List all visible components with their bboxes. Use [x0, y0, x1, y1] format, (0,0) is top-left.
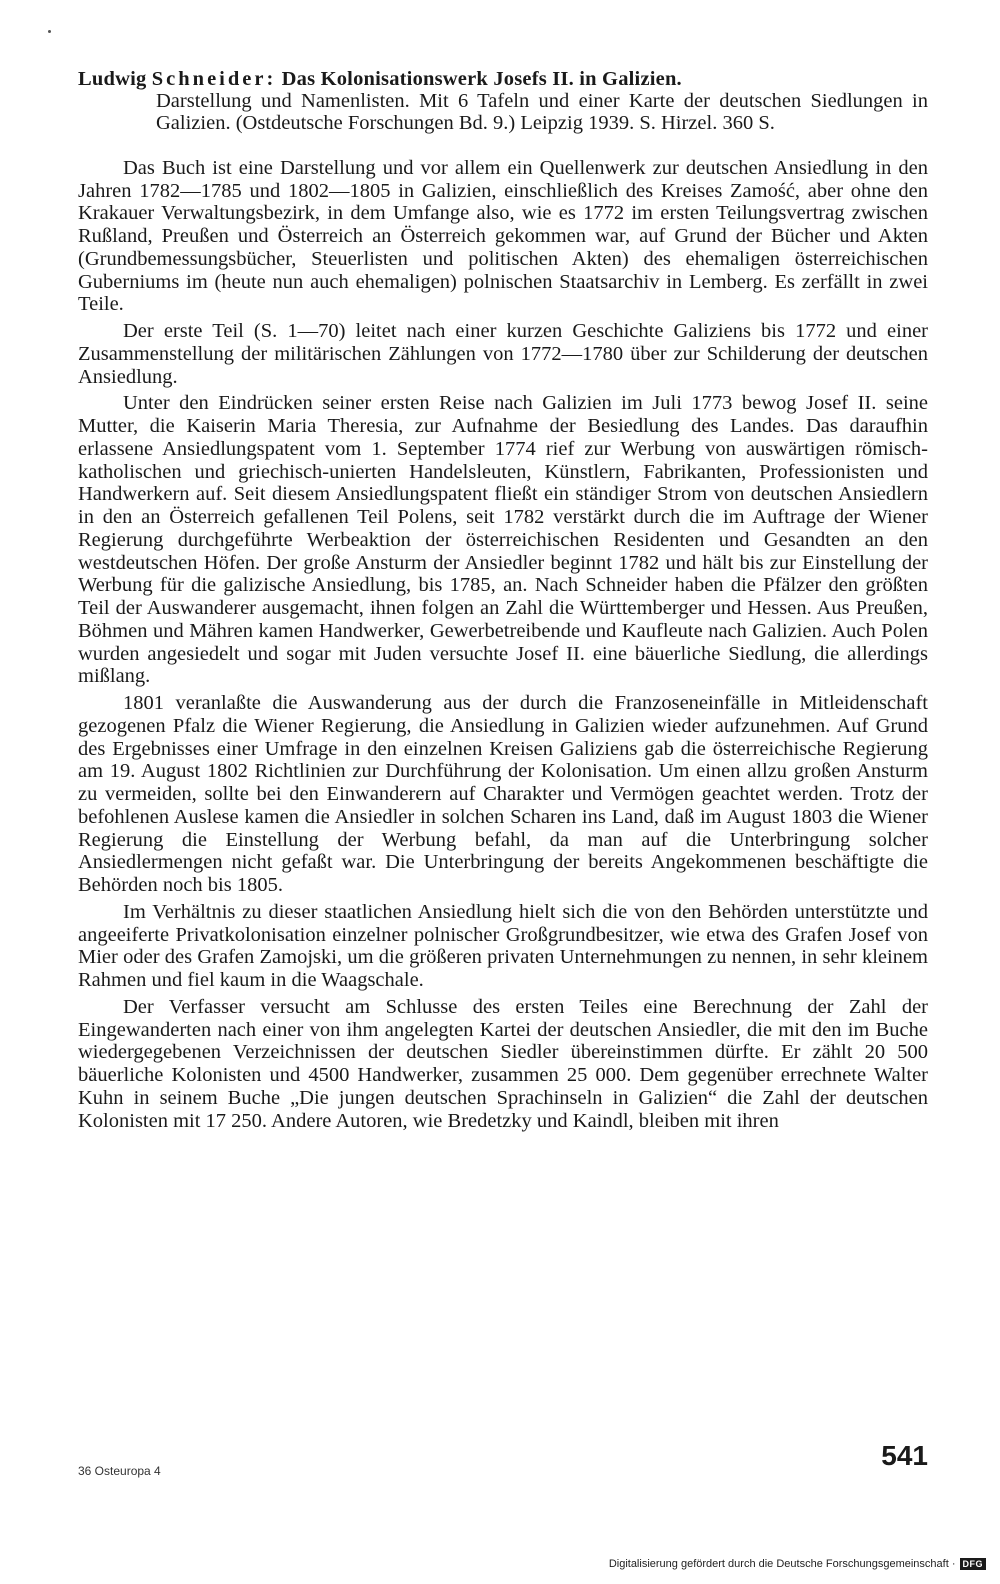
signature-mark: 36 Osteuropa 4 [78, 1464, 161, 1478]
book-details: Darstellung und Namenlisten. Mit 6 Tafeln und einer Karte der deutschen Siedlungen in Galizien. (Ostdeutsche Forschungen Bd. 9.) Leipzig 1939. S. Hirzel. 360 S. [156, 90, 928, 135]
paragraph-5: Im Verhältnis zu dieser staatlichen Ansiedlung hielt sich die von den Behörden unterstützte und angeeiferte Privatkolonisation einzelner polnischer Großgrundbesitzer, wie etwa des Grafen Josef von Mier oder des Grafen Zamojski, um die größeren privaten Unternehmungen zu nennen, in sehr kleinem Rahmen und fiel kaum in die Waagschale. [78, 900, 928, 992]
page-content [78, 68, 928, 1136]
author-last-name: Schneider: [151, 68, 277, 90]
digitization-credit [609, 1558, 986, 1570]
paragraph-4: 1801 veranlaßte die Auswanderung aus der durch die Franzoseneinfälle in Mitleidenschaft gezogenen Pfalz die Wiener Regierung, die Ansiedlung in Galizien wieder aufzunehmen. Auf Grund des Ergebnisses einer Umfrage in den einzelnen Kreisen Galiziens gab die österreichische Regierung am 19. August 1802 Richtlinien zur Durchführung der Kolonisation. Um einen allzu großen Ansturm zu vermeiden, sollte bei den Einwanderern auf Charakter und Vermögen geachtet werden. Trotz der befohlenen Auslese kamen die Ansiedler in solchen Scharen ins Land, daß im August 1803 die Wiener Regierung die Einstellung der Werbung befahl, da man auf die Unterbringung solcher Ansiedlermengen nicht gefaßt war. Die Unterbringung der bereits Angekommenen beschäftigte die Behörden noch bis 1805. [78, 692, 928, 897]
page-footer [78, 1440, 928, 1490]
scan-speck [48, 30, 51, 33]
paragraph-6: Der Verfasser versucht am Schlusse des ersten Teiles eine Berechnung der Zahl der Eingewanderten nach einer von ihm angelegten Kartei der deutschen Ansiedler, die mit den im Buche wiedergegebenen Verzeichnissen der deutschen Siedler übereinstimmen dürfte. Er zählt 20 500 bäuerliche Kolonisten und 4500 Handwerker, zusammen 25 000. Dem gegenüber errechnete Walter Kuhn in seinem Buche „Die jungen deutschen Sprachinseln in Galizien“ die Zahl der deutschen Kolonisten mit 17 250. Andere Autoren, wie Bredetzky und Kaindl, bleiben mit ihren [78, 995, 928, 1132]
dfg-logo-icon: DFG [960, 1558, 987, 1570]
review-body [78, 157, 928, 1133]
page-number: 541 [881, 1440, 928, 1471]
paragraph-3: Unter den Eindrücken seiner ersten Reise nach Galizien im Juli 1773 bewog Josef II. seine Mutter, die Kaiserin Maria Theresia, zur Aufnahme der Besiedlung des Landes. Das daraufhin erlassene Ansiedlungspatent vom 1. September 1774 rief zur Werbung von auswärtigen römisch-katholischen und griechisch-unierten Handelsleuten, Künstlern, Fabrikanten, Professionisten und Handwerkern auf. Seit diesem Ansiedlungspatent fließt ein ständiger Strom von deutschen Ansiedlern in den an Österreich gefallenen Teil Polens, seit 1782 verstärkt durch die im Auftrage der Wiener Regierung durchgeführte Werbeaktion der österreichischen Residenten und Gesandten an den westdeutschen Höfen. Der große Ansturm der Ansiedler beginnt 1782 und hält bis zur Einstellung der Werbung für die galizische Ansiedlung, bis 1785, an. Nach Schneider haben die Pfälzer den größten Teil der Auswanderer ausgemacht, ihnen folgen an Zahl die Württemberger und Hessen. Aus Preußen, Böhmen und Mähren kamen Handwerker, Gewerbetreibende und Kaufleute nach Galizien. Auch Polen wurden angesiedelt und sogar mit Juden versuchte Josef II. eine bäuerliche Siedlung, die allerdings mißlang. [78, 392, 928, 688]
paragraph-2: Der erste Teil (S. 1—70) leitet nach einer kurzen Geschichte Galiziens bis 1772 und einer Zusammenstellung der militärischen Zählungen von 1772—1780 über zur Schilderung der deutschen Ansiedlung. [78, 320, 928, 388]
book-title: Das Kolonisationswerk Josefs II. in Galizien. [281, 68, 682, 90]
author-first-name: Ludwig [78, 68, 147, 90]
credit-text: Digitalisierung gefördert durch die Deutsche Forschungsgemeinschaft · [608, 1558, 956, 1570]
paragraph-1: Das Buch ist eine Darstellung und vor allem ein Quellenwerk zur deutschen Ansiedlung in den Jahren 1782—1785 und 1802—1805 in Galizien, einschließlich des Kreises Zamość, aber ohne den Krakauer Verwaltungsbezirk, in dem Umfange also, wie es 1772 im ersten Teilungsvertrag zwischen Rußland, Preußen und Österreich an Österreich gekommen war, auf Grund der Bücher und Akten (Grundbemessungsbücher, Steuerlisten und politischen Akten) des ehemaligen österreichischen Guberniums im (heute nun auch ehemaligen) polnischen Staatsarchiv in Lemberg. Es zerfällt in zwei Teile. [78, 156, 928, 316]
review-heading [78, 68, 928, 90]
